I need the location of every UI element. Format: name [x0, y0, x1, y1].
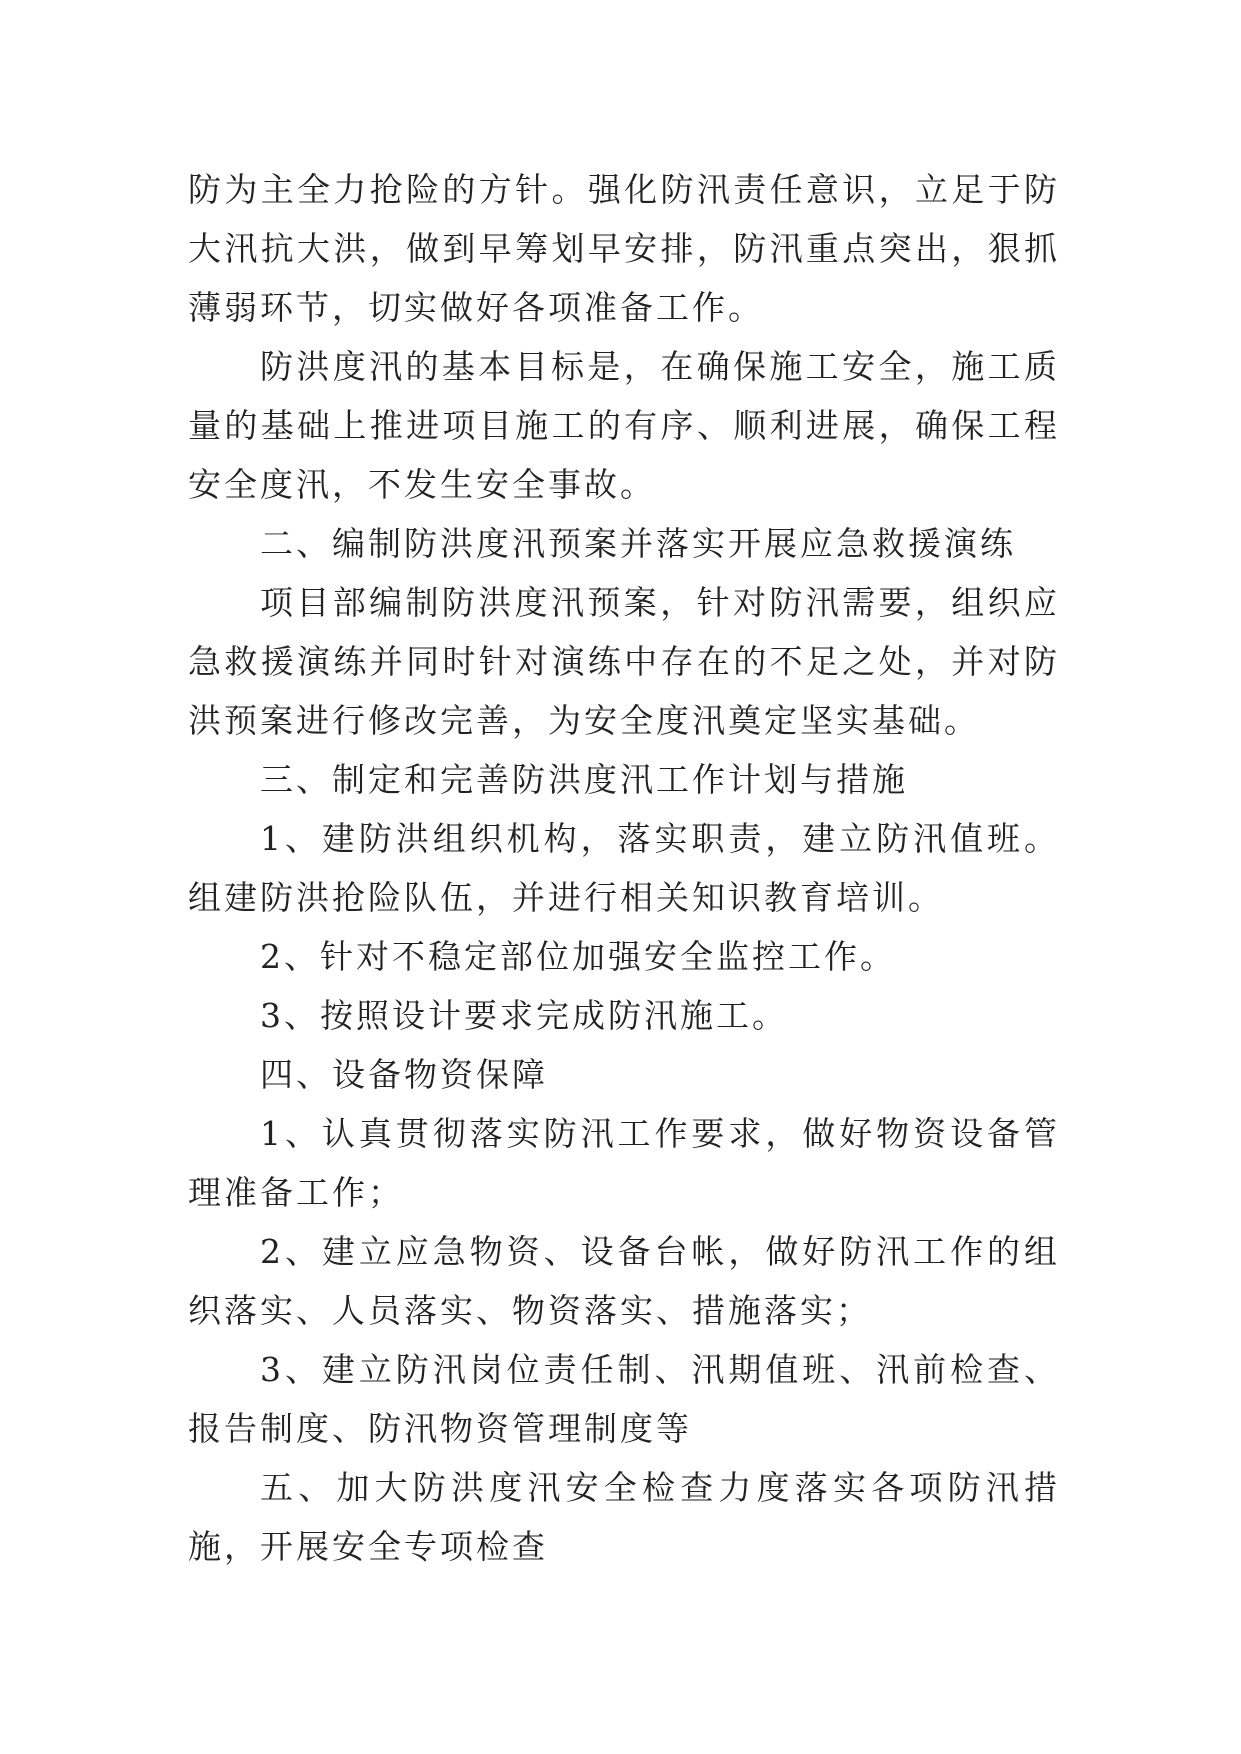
- document-body: [188, 160, 1060, 1576]
- list-item-4-3: 3、建立防汛岗位责任制、汛期值班、汛前检查、报告制度、防汛物资管理制度等: [188, 1350, 1060, 1448]
- paragraph-emergency-plan: 项目部编制防洪度汛预案，针对防汛需要，组织应急救援演练并同时针对演练中存在的不足之处，并对防洪预案进行修改完善，为安全度汛奠定坚实基础。: [188, 583, 1060, 740]
- paragraph-flood-goal: 防洪度汛的基本目标是，在确保施工安全，施工质量的基础上推进项目施工的有序、顺利进展，确保工程安全度汛，不发生安全事故。: [188, 347, 1060, 504]
- list-item-4-1: 1、认真贯彻落实防汛工作要求，做好物资设备管理准备工作；: [188, 1114, 1060, 1212]
- list-item-3-2: 2、针对不稳定部位加强安全监控工作。: [260, 937, 896, 976]
- section-heading-4: 四、设备物资保障: [260, 1055, 548, 1094]
- list-item-4-2: 2、建立应急物资、设备台帐，做好防汛工作的组织落实、人员落实、物资落实、措施落实；: [188, 1232, 1060, 1330]
- list-item-3-1: 1、建防洪组织机构，落实职责，建立防汛值班。组建防洪抢险队伍，并进行相关知识教育培训。: [188, 819, 1060, 917]
- section-heading-5: 五、加大防洪度汛安全检查力度落实各项防汛措施，开展安全专项检查: [188, 1468, 1060, 1566]
- section-heading-3: 三、制定和完善防洪度汛工作计划与措施: [260, 760, 908, 799]
- list-item-3-3: 3、按照设计要求完成防汛施工。: [260, 996, 788, 1035]
- section-heading-2: 二、编制防洪度汛预案并落实开展应急救援演练: [260, 524, 1016, 563]
- paragraph-continuation: 防为主全力抢险的方针。强化防汛责任意识，立足于防大汛抗大洪，做到早筹划早安排，防汛重点突出，狠抓薄弱环节，切实做好各项准备工作。: [188, 170, 1060, 327]
